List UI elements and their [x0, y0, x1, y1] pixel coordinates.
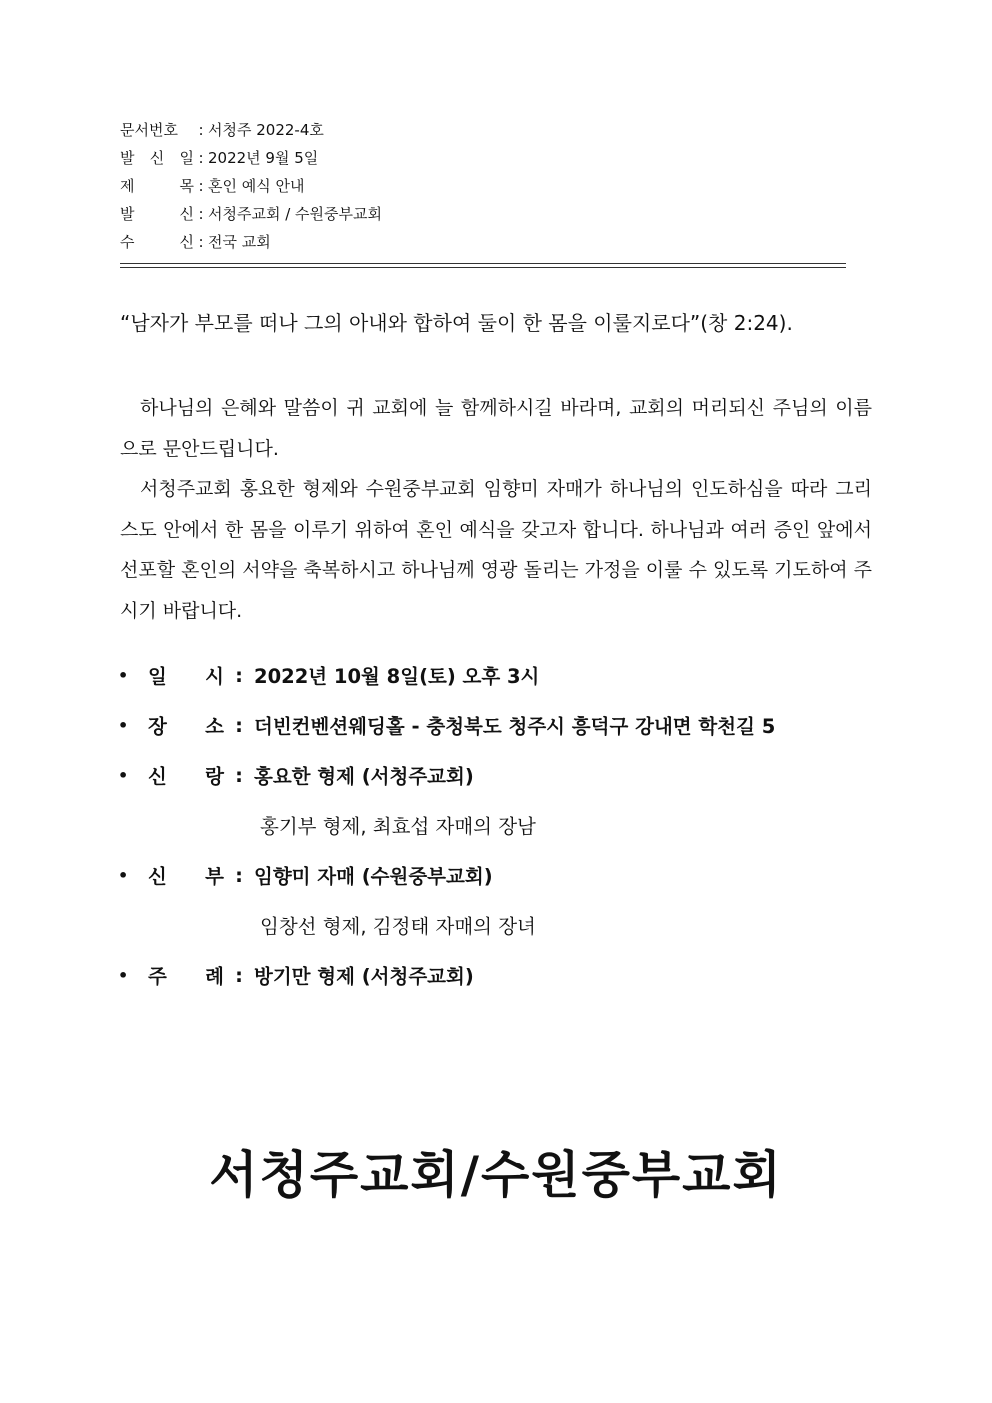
- header-divider: [120, 263, 846, 268]
- send-date-row: [120, 144, 382, 172]
- subject-value: 혼인 예식 안내: [208, 177, 305, 195]
- bullet-icon: •: [118, 765, 129, 785]
- send-date-label: 발 신 일: [120, 149, 194, 167]
- officiant-item: [118, 950, 878, 1000]
- send-date-sep: :: [198, 149, 204, 167]
- bullet-icon: •: [118, 965, 129, 985]
- doc-number-value: 서청주 2022-4호: [208, 121, 324, 139]
- bride-label: 신 부: [148, 865, 224, 888]
- recipient-value: 전국 교회: [208, 233, 271, 251]
- datetime-value: 2022년 10월 8일(토) 오후 3시: [254, 665, 540, 688]
- greeting-paragraph: 하나님의 은혜와 말씀이 귀 교회에 늘 함께하시길 바라며, 교회의 머리되신 주님의 이름으로 문안드립니다.: [120, 397, 872, 460]
- groom-label: 신 랑: [148, 765, 224, 788]
- wedding-details-list: [118, 650, 878, 1000]
- datetime-sep: :: [235, 663, 243, 687]
- officiant-sep: :: [235, 963, 243, 987]
- church-signature: 서청주교회/수원중부교회: [209, 1146, 783, 1204]
- groom-sep: :: [235, 763, 243, 787]
- sender-label: 발 신: [120, 205, 194, 223]
- bride-value: 임향미 자매 (수원중부교회): [254, 865, 493, 888]
- document-header: [120, 116, 382, 256]
- bullet-icon: •: [118, 865, 129, 885]
- sender-row: [120, 200, 382, 228]
- recipient-sep: :: [198, 233, 204, 251]
- recipient-label: 수 신: [120, 233, 194, 251]
- groom-item: [118, 750, 878, 800]
- subject-label: 제 목: [120, 177, 194, 195]
- datetime-item: [118, 650, 878, 700]
- bride-sep: :: [235, 863, 243, 887]
- officiant-label: 주 례: [148, 965, 224, 988]
- venue-label: 장 소: [148, 715, 224, 738]
- subject-row: [120, 172, 382, 200]
- groom-value: 홍요한 형제 (서청주교회): [254, 765, 474, 788]
- recipient-row: [120, 228, 382, 256]
- announcement-paragraph: 서청주교회 홍요한 형제와 수원중부교회 임향미 자매가 하나님의 인도하심을 따라 그리스도 안에서 한 몸을 이루기 위하여 혼인 예식을 갖고자 합니다. 하나님과 여러 증인 앞에서 선포할 혼인의 서약을 축복하시고 하나님께 영광 돌리는 가정을 이룰 수 있도록 기도하여 주시기 바랍니다.: [120, 478, 872, 622]
- bullet-icon: •: [118, 715, 129, 735]
- doc-number-row: [120, 116, 382, 144]
- send-date-value: 2022년 9월 5일: [208, 149, 319, 167]
- datetime-label: 일 시: [148, 665, 224, 688]
- venue-item: [118, 700, 878, 750]
- doc-number-sep: :: [198, 121, 204, 139]
- sender-sep: :: [198, 205, 204, 223]
- sender-value: 서청주교회 / 수원중부교회: [208, 205, 382, 223]
- groom-parents: 홍기부 형제, 최효섭 자매의 장남: [260, 815, 536, 838]
- bride-parents: 임창선 형제, 김정태 자매의 장녀: [260, 915, 536, 938]
- bullet-icon: •: [118, 665, 129, 685]
- scripture-verse: “남자가 부모를 떠나 그의 아내와 합하여 둘이 한 몸을 이룰지로다”(창 2:24).: [120, 311, 793, 335]
- venue-value: 더빈컨벤션웨딩홀 - 충청북도 청주시 흥덕구 강내면 학천길 5: [254, 715, 776, 738]
- officiant-value: 방기만 형제 (서청주교회): [254, 965, 474, 988]
- venue-sep: :: [235, 713, 243, 737]
- bride-item: [118, 850, 878, 900]
- subject-sep: :: [198, 177, 204, 195]
- doc-number-label: 문서번호: [120, 121, 178, 139]
